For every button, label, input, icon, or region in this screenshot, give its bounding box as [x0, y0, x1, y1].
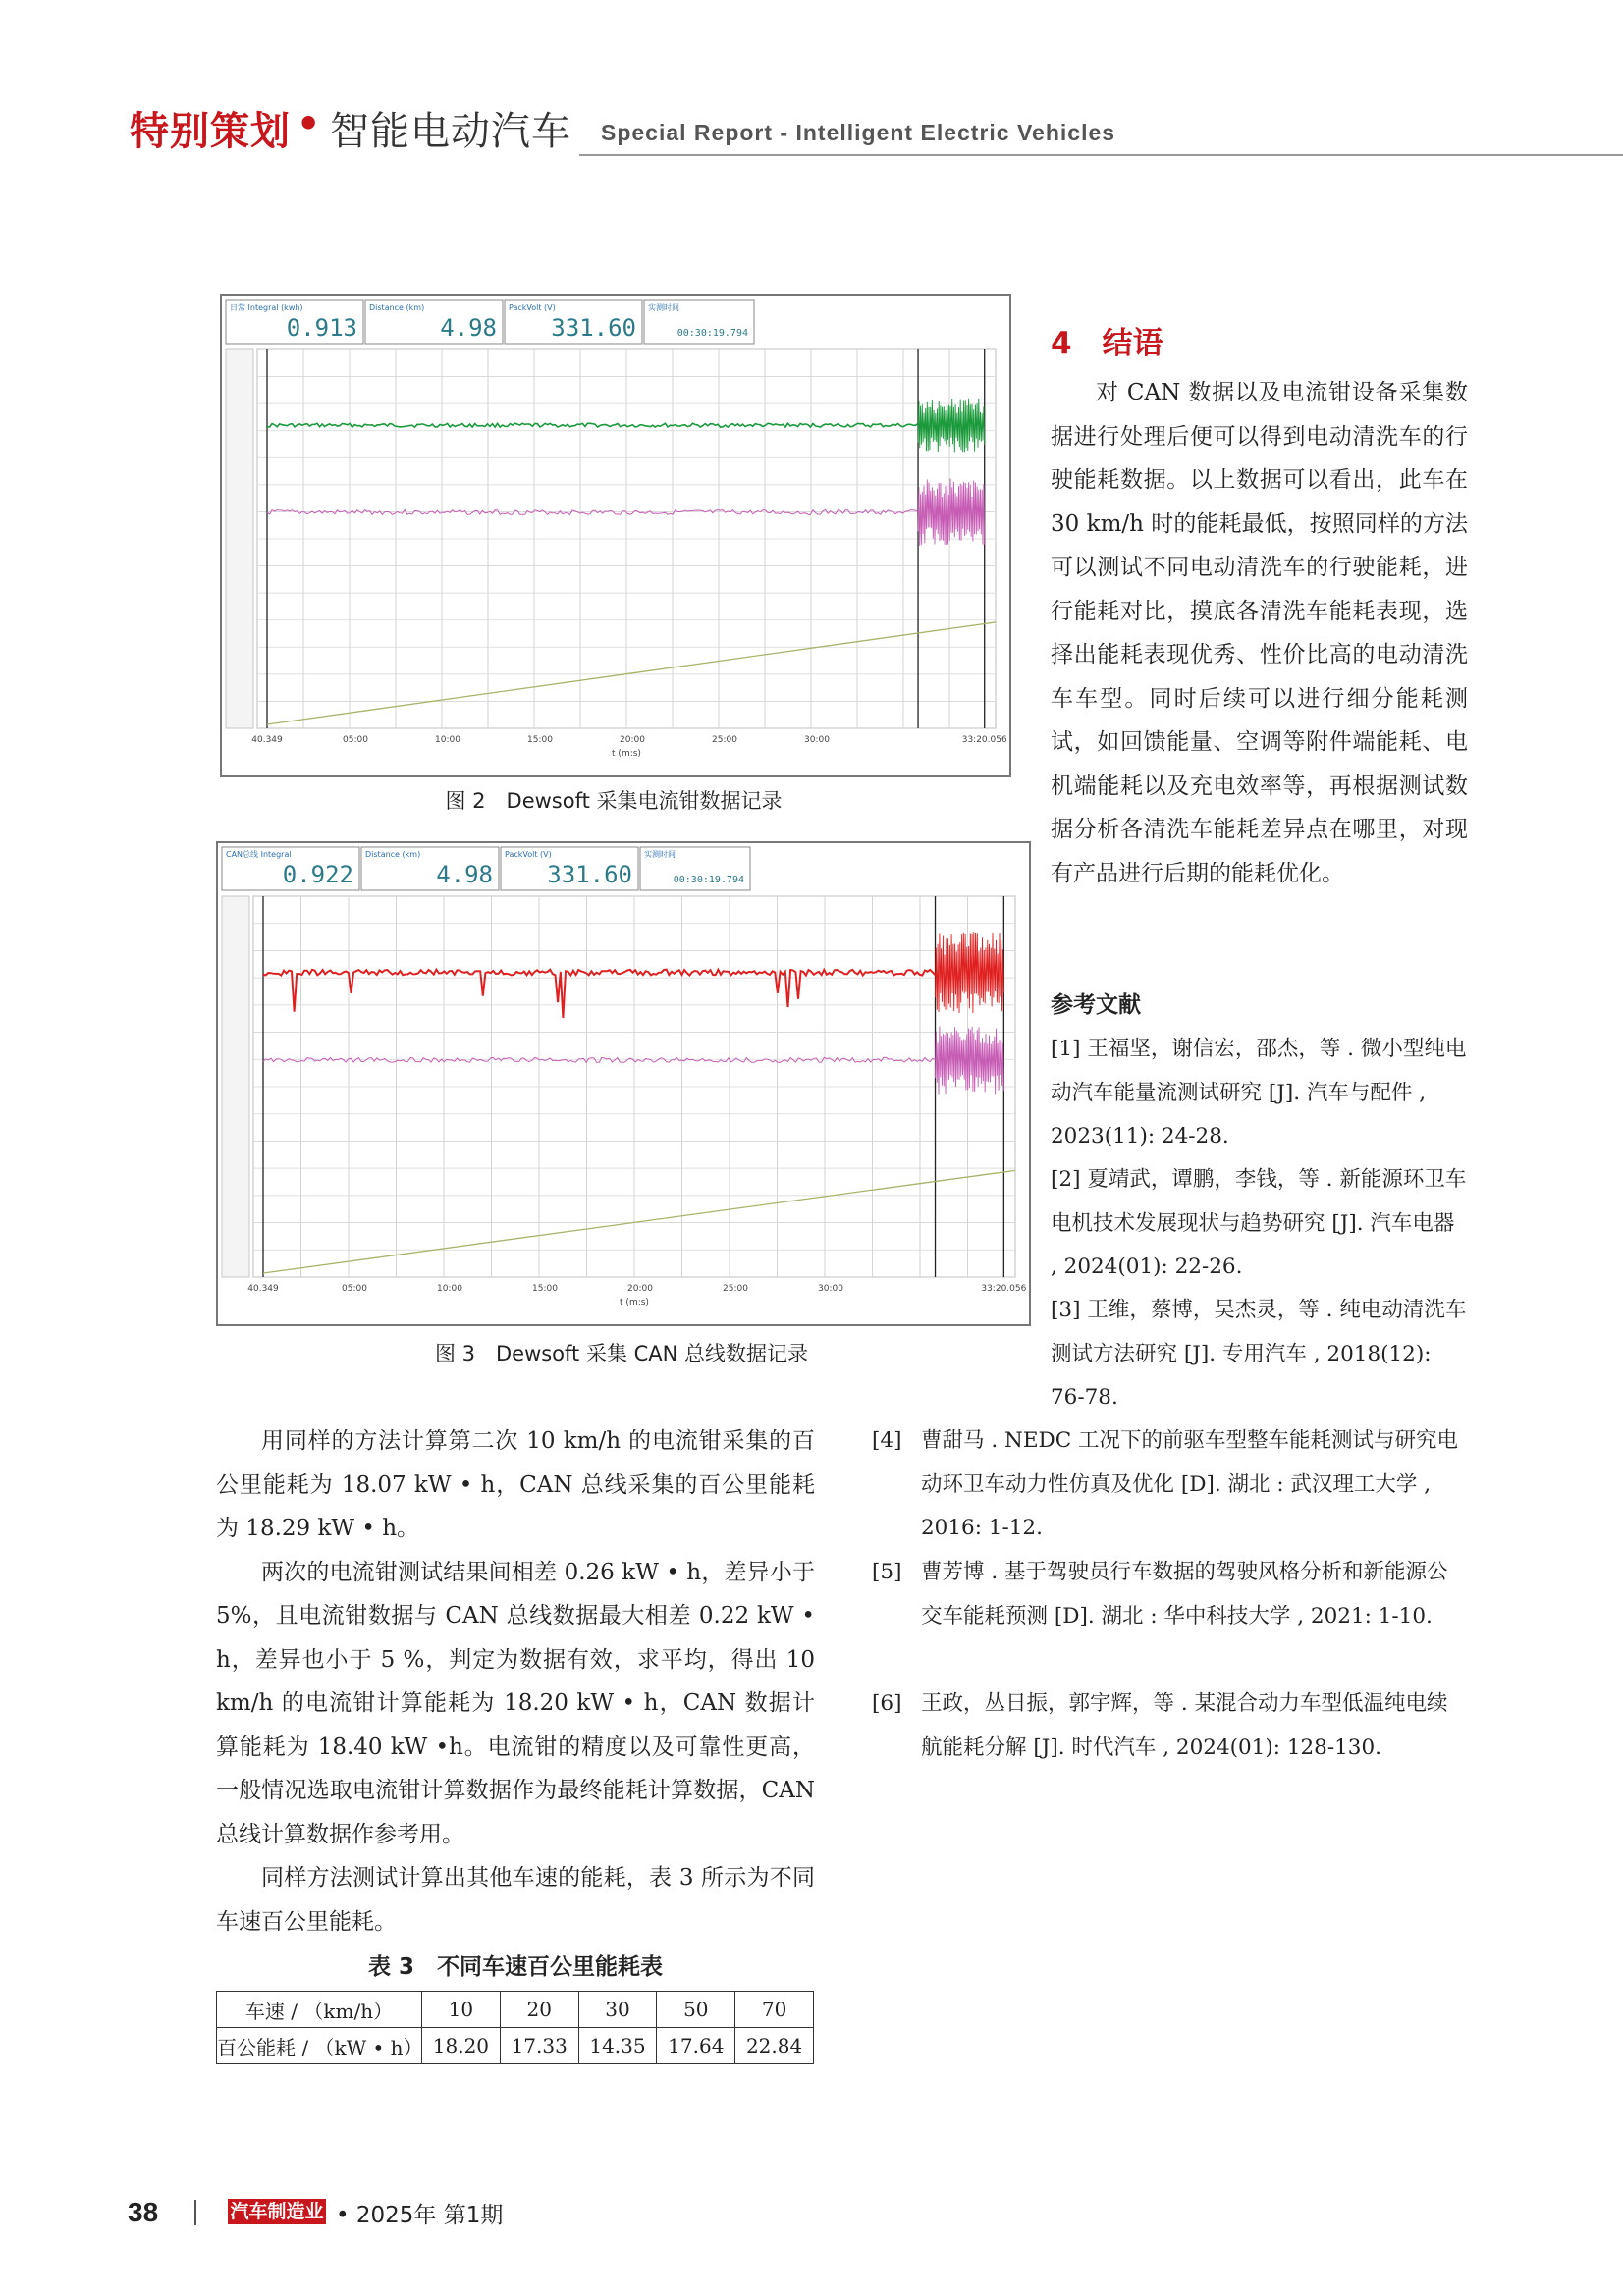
table-cell: 17.33 — [500, 2028, 578, 2064]
x-tick-label: 05:00 — [343, 735, 368, 745]
table-cell: 14.35 — [578, 2028, 657, 2064]
reference-text: 夏靖武，谭鹏，李钱，等 . 新能源环卫车电机技术发展现状与趋势研究 [J]. 汽车电器 , 2024(01): 22-26. — [1051, 1167, 1467, 1279]
readout-value: 00:30:19.794 — [673, 875, 744, 885]
readout-box — [226, 300, 363, 344]
issue-info: • 2025年 第1期 — [336, 2203, 504, 2228]
x-tick-label: 40.349 — [247, 1284, 279, 1294]
readout-value: 00:30:19.794 — [676, 328, 748, 339]
table-row-label: 百公能耗 / （kW • h） — [217, 2028, 422, 2064]
footer-separator — [194, 2200, 196, 2225]
header-rule — [579, 154, 1623, 156]
readout-label: 实测时间 — [648, 303, 679, 312]
x-tick-label: 25:00 — [723, 1284, 748, 1294]
x-tick-label: 20:00 — [627, 1284, 653, 1294]
publication-logo: 汽车制造业 — [228, 2199, 326, 2224]
readout-value: 4.98 — [440, 314, 497, 342]
x-tick-label: 20:00 — [620, 735, 645, 745]
table-cell: 20 — [500, 1992, 578, 2028]
reference-text: 王维，蔡博，吴杰灵，等 . 纯电动清洗车测试方法研究 [J]. 专用汽车 , 2018(12): 76-78. — [1051, 1298, 1467, 1410]
reference-item — [1051, 1289, 1468, 1420]
readout-box — [365, 300, 503, 344]
table-row — [217, 1992, 814, 2028]
reference-number: [6] — [872, 1691, 902, 1716]
reference-number: [4] — [872, 1428, 902, 1453]
x-tick-label: 33:20.056 — [961, 735, 1007, 745]
page-number: 38 — [128, 2197, 159, 2227]
figure-3-caption: 图 3 Dewsoft 采集 CAN 总线数据记录 — [434, 1342, 809, 1365]
reference-text: 王政，丛日振，郭宇辉，等 . 某混合动力车型低温纯电续航能耗分解 [J]. 时代汽车 , 2024(01): 128-130. — [921, 1691, 1448, 1760]
x-tick-label: 30:00 — [804, 735, 830, 745]
readout-value: 0.922 — [282, 861, 353, 888]
header-section-title: 特别策划 — [130, 109, 291, 154]
figure-2-plot — [222, 296, 1009, 775]
table-cell: 18.20 — [422, 2028, 501, 2064]
table-cell: 22.84 — [735, 2028, 814, 2064]
table-row — [217, 2028, 814, 2064]
y-axis-strip — [222, 896, 249, 1277]
readout-box — [505, 300, 642, 344]
readout-label: PackVolt (V) — [509, 303, 556, 312]
paragraph: 同样方法测试计算出其他车速的能耗，表 3 所示为不同车速百公里能耗。 — [216, 1865, 815, 1935]
figure-2-dewsoft-clamp — [220, 294, 1011, 777]
x-tick-label: 25:00 — [712, 735, 737, 745]
table-cell: 10 — [422, 1992, 501, 2028]
paragraph: 两次的电流钳测试结果间相差 0.26 kW • h，差异小于 5%，且电流钳数据与 CAN 总线数据最大相差 0.22 kW • h，差异也小于 5 %，判定为数据有效，求平均，得出 10 km/h 的电流钳计算能耗为 18.20 kW • h，CAN 数据计算能耗为 18.40 kW •h。电流钳的精度以及可靠性更高，一般情况选取电流钳计算数据作为最终能耗计算数据，CAN 总线计算数据作参考用。 — [216, 1559, 815, 1847]
table-3-title: 表 3 不同车速百公里能耗表 — [367, 1954, 663, 1980]
readout-label: Distance (km) — [365, 850, 421, 859]
table-cell: 30 — [578, 1992, 657, 2028]
x-tick-label: 40.349 — [251, 735, 283, 745]
reference-text: 曹甜马 . NEDC 工况下的前驱车型整车能耗测试与研究电动环卫车动力性仿真及优化 [D]. 湖北 : 武汉理工大学 , 2016: 1-12. — [921, 1428, 1459, 1540]
references-title: 参考文献 — [1051, 992, 1141, 1018]
x-tick-label: 10:00 — [437, 1284, 462, 1294]
header-separator-dot: • — [297, 102, 321, 145]
reference-text: 曹芳博 . 基于驾驶员行车数据的驾驶风格分析和新能源公交车能耗预测 [D]. 湖北 : 华中科技大学 , 2021: 1-10. — [921, 1560, 1448, 1629]
readout-label: 实测时间 — [644, 850, 676, 859]
table-cell: 70 — [735, 1992, 814, 2028]
x-tick-label: 05:00 — [342, 1284, 367, 1294]
readout-label: CAN总线 Integral — [226, 850, 292, 859]
figure-2-caption: 图 2 Dewsoft 采集电流钳数据记录 — [445, 789, 783, 813]
reference-number: [1] — [1051, 1037, 1081, 1061]
figure-3-dewsoft-can — [216, 841, 1031, 1326]
table-cell: 50 — [657, 1992, 735, 2028]
left-column-text — [216, 1419, 815, 1944]
readout-label: Distance (km) — [369, 303, 425, 312]
reference-item — [1051, 1028, 1468, 1159]
table-row-label: 车速 / （km/h） — [217, 1992, 422, 2028]
readout-value: 331.60 — [551, 314, 636, 342]
x-tick-label: 10:00 — [435, 735, 460, 745]
readout-value: 331.60 — [547, 861, 632, 888]
readout-box — [640, 847, 750, 890]
readout-box — [644, 300, 754, 344]
readout-value: 0.913 — [286, 314, 357, 342]
readout-value: 4.98 — [436, 861, 493, 888]
section-4-title: 4 结语 — [1051, 326, 1163, 361]
reference-number: [3] — [1051, 1298, 1081, 1322]
reference-number: [2] — [1051, 1167, 1081, 1192]
paragraph: 用同样的方法计算第二次 10 km/h 的电流钳采集的百公里能耗为 18.07 kW • h，CAN 总线采集的百公里能耗为 18.29 kW • h。 — [216, 1428, 815, 1541]
reference-item — [1051, 1158, 1468, 1290]
x-axis-label: t (m:s) — [612, 749, 641, 759]
header-english-title: Special Report - Intelligent Electric Vehicles — [601, 120, 1116, 145]
table-cell: 17.64 — [657, 2028, 735, 2064]
readout-box — [361, 847, 499, 890]
readout-box — [222, 847, 359, 890]
reference-number: [5] — [872, 1560, 902, 1584]
reference-item — [872, 1419, 1468, 1551]
x-tick-label: 15:00 — [527, 735, 553, 745]
section-4-body — [1051, 371, 1468, 895]
figure-3-plot — [218, 843, 1029, 1324]
x-tick-label: 30:00 — [818, 1284, 843, 1294]
paragraph: 对 CAN 数据以及电流钳设备采集数据进行处理后便可以得到电动清洗车的行驶能耗数据。以上数据可以看出，此车在 30 km/h 时的能耗最低，按照同样的方法可以测试不同电动清洗车的行驶能耗，进行能耗对比，摸底各清洗车能耗表现，选择出能耗表现优秀、性价比高的电动清洗车车型。同时后续可以进行细分能耗测试，如回馈能量、空调等附件端能耗、电机端能耗以及充电效率等，再根据测试数据分析各清洗车能耗差异点在哪里，对现有产品进行后期的能耗优化。 — [1051, 380, 1468, 886]
table-3-energy — [216, 1991, 814, 2064]
reference-item — [872, 1551, 1468, 1638]
readout-label: 日常 Integral (kwh) — [230, 303, 303, 312]
reference-item — [872, 1682, 1468, 1770]
readout-label: PackVolt (V) — [505, 850, 552, 859]
x-tick-label: 15:00 — [532, 1284, 558, 1294]
x-tick-label: 33:20.056 — [981, 1284, 1027, 1294]
y-axis-strip — [226, 349, 253, 728]
reference-text: 王福坚，谢信宏，邵杰，等 . 微小型纯电动汽车能量流测试研究 [J]. 汽车与配件 , 2023(11): 24-28. — [1051, 1037, 1467, 1148]
header-topic-title: 智能电动汽车 — [330, 109, 571, 154]
x-axis-label: t (m:s) — [620, 1298, 649, 1308]
readout-box — [501, 847, 638, 890]
